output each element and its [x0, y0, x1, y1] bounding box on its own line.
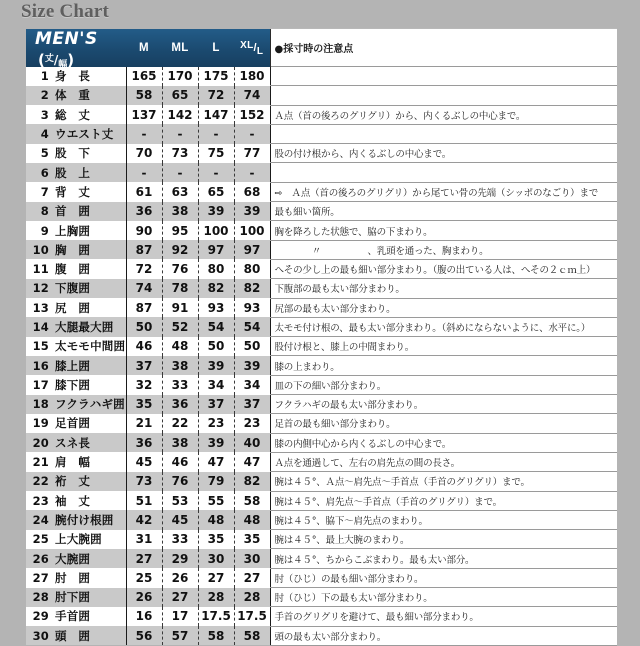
measurement-label [26, 414, 126, 433]
measurement-value: - [234, 124, 270, 143]
measurement-label [26, 588, 126, 607]
measurement-note: Ａ点を通過して、左右の肩先点の間の長さ。 [270, 452, 617, 471]
row-number: 4 [40, 127, 49, 142]
measurement-name: 上大腕囲 [55, 532, 102, 547]
measurement-value: 47 [234, 452, 270, 471]
table-row [26, 607, 617, 626]
measurement-value: 54 [198, 317, 234, 336]
brand-label: MEN'S [35, 28, 98, 49]
measurement-value: 68 [234, 182, 270, 201]
measurement-value: 50 [234, 337, 270, 356]
measurement-label [26, 549, 126, 568]
measurement-value: 74 [126, 279, 162, 298]
size-header-xl[interactable]: XL/L [234, 29, 270, 67]
measurement-value: 34 [234, 375, 270, 394]
row-number: 27 [32, 570, 49, 585]
measurement-label [26, 124, 126, 143]
table-header-row [26, 29, 617, 67]
measurement-value: 35 [198, 530, 234, 549]
measurement-value: 97 [234, 240, 270, 259]
table-row [26, 356, 617, 375]
measurement-note: 〃 、乳頭を通った、胸まわり。 [270, 240, 617, 259]
measurement-value: 17 [162, 607, 198, 626]
measurement-note: 股の付け根から、内くるぶしの中心まで。 [270, 144, 617, 163]
measurement-value: 30 [198, 549, 234, 568]
size-header-xl-sub: L [256, 45, 264, 57]
table-row [26, 298, 617, 317]
measurement-value: 137 [126, 105, 162, 124]
row-number: 30 [32, 628, 49, 643]
measurement-value: 51 [126, 491, 162, 510]
measurement-value: 100 [234, 221, 270, 240]
measurement-value: 39 [198, 356, 234, 375]
measurement-value: 58 [234, 491, 270, 510]
measurement-value: 29 [162, 549, 198, 568]
measurement-name: 下腹囲 [55, 281, 91, 296]
table-row [26, 86, 617, 105]
measurement-name: 総 丈 [55, 107, 91, 122]
measurement-value: 34 [198, 375, 234, 394]
measurement-name: 膝上囲 [55, 358, 91, 373]
measurement-value: 91 [162, 298, 198, 317]
table-row [26, 105, 617, 124]
measurement-name: 背 丈 [55, 184, 91, 199]
measurement-value: 55 [198, 491, 234, 510]
measurement-label [26, 530, 126, 549]
row-number: 14 [32, 320, 49, 334]
row-number: 2 [40, 88, 49, 103]
measurement-name: 胸 囲 [55, 242, 91, 257]
measurement-note: 下腹部の最も太い部分まわり。 [270, 279, 617, 298]
measurement-label [26, 491, 126, 510]
measurement-name: フクラハギ囲 [55, 397, 125, 412]
table-row [26, 317, 617, 336]
measurement-value: 54 [234, 317, 270, 336]
measurement-name: 太モモ中間囲 [55, 339, 126, 354]
measurement-note: 腕は４５°、Ａ点～肩先点～手首点（手首のグリグリ）まで。 [270, 472, 617, 491]
row-number: 13 [32, 300, 49, 315]
measurement-note: 腕は４５°、ちからこぶまわり。最も太い部分。 [270, 549, 617, 568]
measurement-value: 147 [198, 105, 234, 124]
measurement-name: 腕付け根囲 [55, 512, 114, 527]
measurement-value: - [198, 163, 234, 182]
measurement-label [26, 472, 126, 491]
measurement-value: 27 [126, 549, 162, 568]
measurement-value: 65 [162, 86, 198, 105]
measurement-value: 142 [162, 105, 198, 124]
measurement-note: 膝の上まわり。 [270, 356, 617, 375]
measurement-name: 首 囲 [55, 204, 91, 219]
table-row [26, 259, 617, 278]
measurement-label [26, 510, 126, 529]
measurement-value: 27 [162, 588, 198, 607]
table-row [26, 375, 617, 394]
measurement-value: - [126, 124, 162, 143]
measurement-value: 87 [126, 240, 162, 259]
measurement-value: 27 [234, 568, 270, 587]
measurement-value: 39 [198, 433, 234, 452]
measurement-value: 16 [126, 607, 162, 626]
table-row [26, 144, 617, 163]
measurement-value: 37 [234, 395, 270, 414]
measurement-note [270, 124, 617, 143]
measurement-value: 25 [126, 568, 162, 587]
measurement-value: 58 [198, 626, 234, 645]
measurement-value: 35 [126, 395, 162, 414]
row-number: 15 [32, 339, 49, 354]
measurement-label [26, 67, 126, 86]
measurement-value: 53 [162, 491, 198, 510]
size-header-xl-main: XL [240, 39, 254, 51]
row-number: 26 [32, 551, 49, 566]
measurement-value: 52 [162, 317, 198, 336]
brand-header-cell [26, 28, 126, 70]
measurement-value: 100 [198, 221, 234, 240]
table-row [26, 202, 617, 221]
row-number: 17 [32, 377, 49, 392]
measurement-label [26, 452, 126, 471]
measurement-value: 46 [126, 337, 162, 356]
measurement-note: 最も細い箇所。 [270, 202, 617, 221]
table-row [26, 472, 617, 491]
measurement-value: 40 [234, 433, 270, 452]
measurement-note: 肘（ひじ）下の最も太い部分まわり。 [270, 588, 617, 607]
measurement-label [26, 221, 126, 240]
table-row [26, 530, 617, 549]
measurement-label [26, 202, 126, 221]
measurement-value: 22 [162, 414, 198, 433]
measurement-value: 50 [198, 337, 234, 356]
measurement-value: 97 [198, 240, 234, 259]
row-number: 24 [32, 512, 49, 527]
measurement-name: 足首囲 [55, 416, 91, 431]
measurement-note: 腕は４５°、最上大腕のまわり。 [270, 530, 617, 549]
measurement-value: 75 [198, 144, 234, 163]
measurement-value: 46 [162, 452, 198, 471]
measurement-label [26, 105, 126, 124]
measurement-value: 56 [126, 626, 162, 645]
row-number: 8 [40, 204, 49, 219]
measurement-name: 尻 囲 [55, 300, 91, 315]
brand-fraction: (丈/幅) [38, 50, 75, 70]
measurement-note: 腕は４５°、脇下～肩先点のまわり。 [270, 510, 617, 529]
measurement-name: 肘下囲 [55, 590, 91, 605]
measurement-label [26, 433, 126, 452]
measurement-note: Ａ点（首の後ろのグリグリ）から、内くるぶしの中心まで。 [270, 105, 617, 124]
row-number: 6 [40, 165, 49, 180]
measurement-value: 58 [126, 86, 162, 105]
measurement-value: 72 [126, 259, 162, 278]
table-row [26, 491, 617, 510]
measurement-name: 体 重 [55, 88, 91, 103]
measurement-value: 93 [234, 298, 270, 317]
measurement-name: ウエスト丈 [55, 127, 114, 142]
measurement-value: 63 [162, 182, 198, 201]
table-row [26, 240, 617, 259]
measurement-label [26, 395, 126, 414]
measurement-name: 大腕囲 [55, 551, 91, 566]
measurement-note: 皿の下の細い部分まわり。 [270, 375, 617, 394]
row-number: 21 [32, 455, 49, 470]
measurement-value: 30 [234, 549, 270, 568]
measurement-note: 足首の最も細い部分まわり。 [270, 414, 617, 433]
table-row [26, 414, 617, 433]
table-row [26, 588, 617, 607]
size-header-ml[interactable]: ML [162, 29, 198, 67]
table-row [26, 510, 617, 529]
measurement-value: 82 [198, 279, 234, 298]
measurement-value: 38 [162, 433, 198, 452]
measurement-value: 48 [234, 510, 270, 529]
row-number: 1 [40, 69, 49, 84]
measurement-name: スネ長 [55, 435, 91, 450]
measurement-value: 27 [198, 568, 234, 587]
row-number: 16 [32, 358, 49, 373]
measurement-label [26, 240, 126, 259]
row-number: 29 [32, 609, 49, 624]
measurement-value: 80 [198, 259, 234, 278]
measurement-value: - [198, 124, 234, 143]
measurement-label [26, 607, 126, 626]
table-row [26, 163, 617, 182]
measurement-value: - [234, 163, 270, 182]
row-number: 9 [40, 223, 49, 238]
row-number: 18 [32, 397, 49, 412]
measurement-value: 78 [162, 279, 198, 298]
measurement-value: 180 [234, 67, 270, 86]
measurement-label [26, 356, 126, 375]
measurement-value: 31 [126, 530, 162, 549]
measurement-note [270, 67, 617, 86]
measurement-name: 身 長 [55, 69, 91, 84]
measurement-note: 肘（ひじ）の最も細い部分まわり。 [270, 568, 617, 587]
measurement-value: 42 [126, 510, 162, 529]
measurement-value: 77 [234, 144, 270, 163]
measurement-value: 28 [198, 588, 234, 607]
table-row [26, 626, 617, 645]
row-number: 25 [32, 532, 49, 547]
measurement-value: - [126, 163, 162, 182]
measurement-label [26, 279, 126, 298]
measurement-value: 36 [162, 395, 198, 414]
measurement-value: 47 [198, 452, 234, 471]
brand-fraction-numerator: 丈 [44, 53, 54, 64]
measurement-value: 17.5 [198, 607, 234, 626]
measurement-value: 76 [162, 472, 198, 491]
table-row [26, 221, 617, 240]
measurement-name: 上胸囲 [55, 223, 91, 238]
measurement-name: 袖 丈 [55, 493, 91, 508]
measurement-value: 38 [162, 202, 198, 221]
row-number: 11 [32, 262, 49, 277]
measurement-value: 73 [162, 144, 198, 163]
measurement-name: 手首囲 [55, 609, 91, 624]
measurement-value: 170 [162, 67, 198, 86]
measurement-value: 17.5 [234, 607, 270, 626]
row-number: 3 [40, 107, 49, 122]
row-number: 7 [40, 184, 49, 199]
table-row [26, 124, 617, 143]
measurement-value: 165 [126, 67, 162, 86]
measurement-label [26, 337, 126, 356]
row-number: 19 [32, 416, 49, 431]
measurement-value: 80 [234, 259, 270, 278]
measurement-value: 79 [198, 472, 234, 491]
measurement-label [26, 317, 126, 336]
table-row [26, 568, 617, 587]
measurement-name: 股 上 [55, 165, 91, 180]
measurement-value: 35 [234, 530, 270, 549]
table-row [26, 279, 617, 298]
measurement-note: 手首のグリグリを避けて、最も細い部分まわり。 [270, 607, 617, 626]
measurement-value: 45 [162, 510, 198, 529]
measurement-note: 尻部の最も太い部分まわり。 [270, 298, 617, 317]
measurement-value: 26 [126, 588, 162, 607]
measurement-value: 32 [126, 375, 162, 394]
table-body [26, 67, 617, 646]
measurement-value: 70 [126, 144, 162, 163]
measurement-value: - [162, 163, 198, 182]
measurement-value: 39 [234, 202, 270, 221]
brand-fraction-denominator: 幅 [58, 59, 68, 70]
measurement-label [26, 182, 126, 201]
measurement-name: 股 下 [55, 146, 91, 161]
measurement-note: フクラハギの最も太い部分まわり。 [270, 395, 617, 414]
measurement-value: 39 [234, 356, 270, 375]
measurement-value: 87 [126, 298, 162, 317]
measurement-value: 23 [234, 414, 270, 433]
measurement-value: 76 [162, 259, 198, 278]
table-row [26, 395, 617, 414]
measurement-value: 45 [126, 452, 162, 471]
size-header-m[interactable]: M [126, 29, 162, 67]
measurement-label [26, 626, 126, 645]
measurement-value: 37 [126, 356, 162, 375]
measurement-name: 裄 丈 [55, 474, 91, 489]
measurement-note: 胸を降ろした状態で、脇の下まわり。 [270, 221, 617, 240]
row-number: 5 [40, 146, 49, 161]
table-header [26, 28, 617, 70]
measurement-label [26, 144, 126, 163]
measurement-value: 23 [198, 414, 234, 433]
measurement-value: 152 [234, 105, 270, 124]
measurement-note: 腕は４５°、肩先点～手首点（手首のグリグリ）まで。 [270, 491, 617, 510]
measurement-value: 82 [234, 279, 270, 298]
measurement-value: 95 [162, 221, 198, 240]
table-row [26, 337, 617, 356]
table-row [26, 549, 617, 568]
measurement-value: 38 [162, 356, 198, 375]
table-row [26, 452, 617, 471]
measurement-value: 36 [126, 433, 162, 452]
measurement-note: ⇨ Ａ点（首の後ろのグリグリ）から尾てい骨の先端（シッポのなごり）まで [270, 182, 617, 201]
row-number: 20 [32, 435, 49, 450]
measurement-value: 82 [234, 472, 270, 491]
measurement-value: 92 [162, 240, 198, 259]
measurement-note: 膝の内側中心から内くるぶしの中心まで。 [270, 433, 617, 452]
measurement-label [26, 568, 126, 587]
measurement-value: 39 [198, 202, 234, 221]
measurement-value: 37 [198, 395, 234, 414]
size-header-l[interactable]: L [198, 29, 234, 67]
measurement-note: 股付け根と、膝上の中間まわり。 [270, 337, 617, 356]
measurement-note: 頭の最も太い部分まわり。 [270, 626, 617, 645]
measurement-value: 26 [162, 568, 198, 587]
measurement-value: 90 [126, 221, 162, 240]
measurement-name: 肘 囲 [55, 570, 91, 585]
measurement-label [26, 298, 126, 317]
size-chart-container [26, 28, 617, 646]
measurement-label [26, 375, 126, 394]
page-title: Size Chart [21, 1, 110, 22]
measurement-name: 腹 囲 [55, 262, 91, 277]
measurement-value: - [162, 124, 198, 143]
measurement-value: 65 [198, 182, 234, 201]
measurement-value: 36 [126, 202, 162, 221]
measurement-value: 74 [234, 86, 270, 105]
measurement-value: 175 [198, 67, 234, 86]
measurement-value: 48 [162, 337, 198, 356]
measurement-name: 肩 幅 [55, 455, 91, 470]
table-row [26, 433, 617, 452]
measurement-note: へその少し上の最も細い部分まわり。（腹の出ている人は、へその２ｃｍ上） [270, 259, 617, 278]
measurement-name: 膝下囲 [55, 377, 91, 392]
measurement-label [26, 259, 126, 278]
measurement-value: 72 [198, 86, 234, 105]
measurement-value: 93 [198, 298, 234, 317]
measurement-value: 58 [234, 626, 270, 645]
measurement-value: 33 [162, 375, 198, 394]
measurement-value: 21 [126, 414, 162, 433]
measurement-note [270, 163, 617, 182]
measurement-value: 48 [198, 510, 234, 529]
measurement-name: 頭 囲 [55, 628, 91, 643]
measurement-label [26, 163, 126, 182]
measurement-label [26, 86, 126, 105]
measurement-value: 57 [162, 626, 198, 645]
row-number: 28 [32, 590, 49, 605]
row-number: 10 [32, 242, 49, 257]
row-number: 22 [32, 474, 49, 489]
measurement-value: 33 [162, 530, 198, 549]
measurement-value: 61 [126, 182, 162, 201]
row-number: 12 [32, 281, 49, 296]
table-row [26, 182, 617, 201]
measurement-value: 73 [126, 472, 162, 491]
measurement-name: 大腿最大囲 [55, 320, 114, 334]
measurement-value: 50 [126, 317, 162, 336]
size-chart-table [26, 28, 617, 646]
notes-column-header: ●採寸時の注意点 [270, 29, 617, 67]
measurement-value: 28 [234, 588, 270, 607]
measurement-note: 太モモ付け根の、最も太い部分まわり。（斜めにならないように、水平に。） [270, 317, 617, 336]
row-number: 23 [32, 493, 49, 508]
measurement-note [270, 86, 617, 105]
table-row [26, 67, 617, 86]
